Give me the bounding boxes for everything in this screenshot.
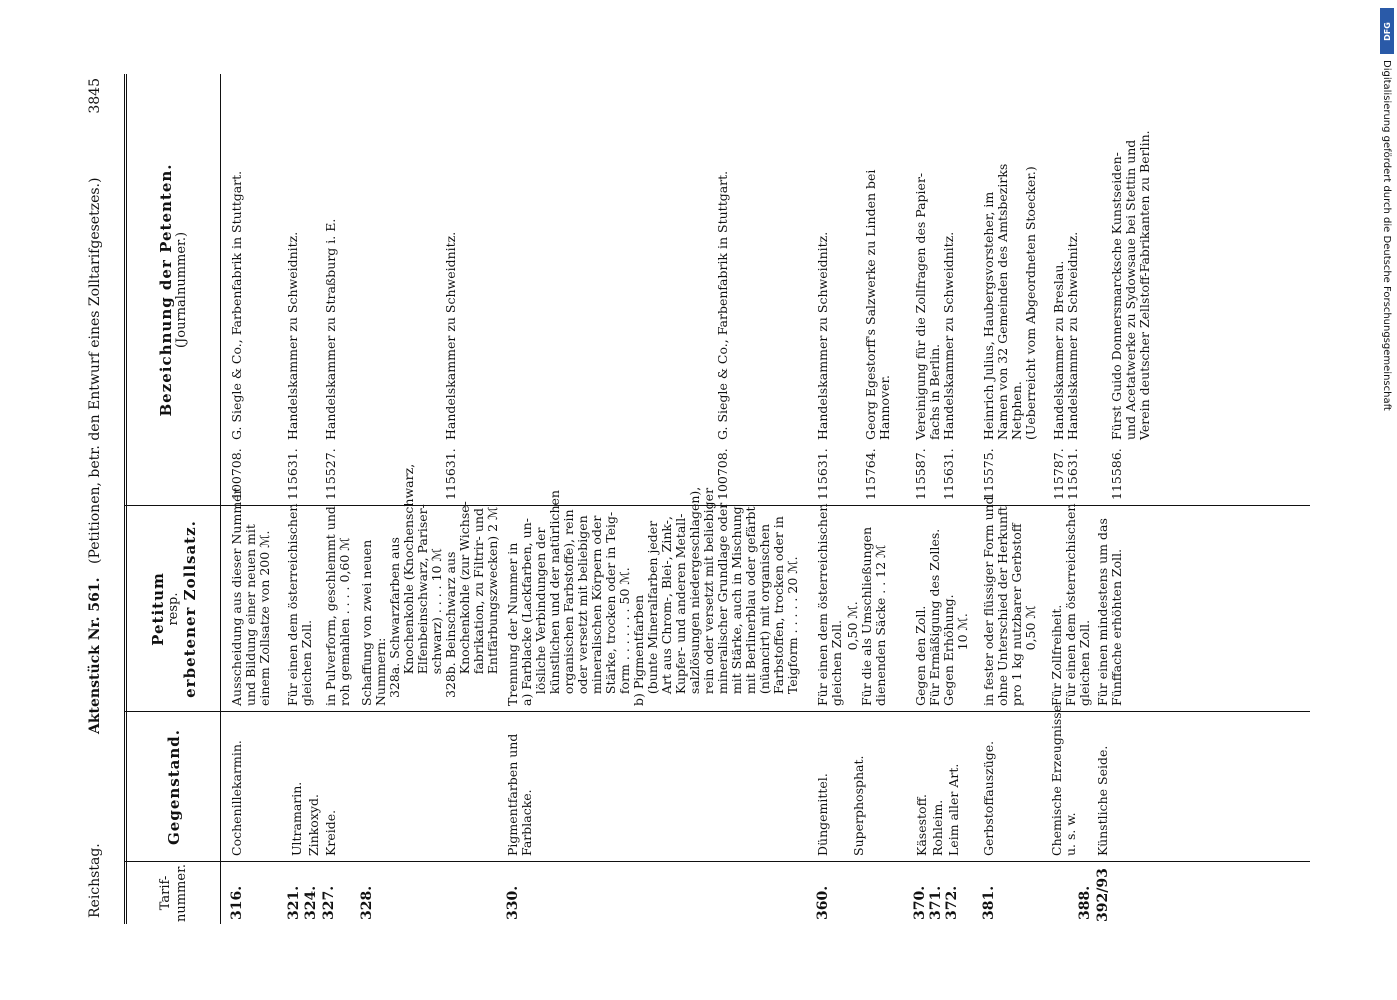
item-name: Chemische Erzeugnisse u. s. w. xyxy=(1049,704,1078,856)
journal-number: 115631. xyxy=(443,448,458,500)
journal-number: 115631. xyxy=(285,448,300,500)
item-name: Künstliche Seide. xyxy=(1095,745,1110,856)
column-header-tarif xyxy=(130,862,218,924)
tarif-number: 316. xyxy=(229,885,245,920)
journal-number: 115764. xyxy=(863,448,878,500)
table-top-rule xyxy=(124,74,127,924)
journal-number: 115527. xyxy=(323,448,338,500)
item-name: Käsestoff. Rohleim. Leim aller Art. xyxy=(914,763,961,856)
tarif-number: 360. xyxy=(815,885,831,920)
petition-text: Für einen mindestens um das Fünffache erhöhten Zoll. xyxy=(1095,518,1124,706)
item-name: Superphosphat. xyxy=(851,755,866,856)
petitioner: Handelskammer zu Straßburg i. E. xyxy=(323,218,338,440)
petitioner: Vereinigung für die Zollfragen des Papier- fachs in Berlin. Handelskammer zu Schweidnitz. xyxy=(913,172,956,440)
column-header-petitum-resp: resp. xyxy=(166,592,181,626)
header-document-number: Aktenstück Nr. 561. xyxy=(87,577,103,734)
item-name: Pigmentfarben und Farblacke. xyxy=(505,733,534,856)
digitization-note: Digitalisierung gefördert durch die Deutsche Forschungsgemeinschaft xyxy=(1381,60,1392,411)
petitioner: Handelskammer zu Schweidnitz. xyxy=(285,231,300,440)
petitioner: Fürst Guido Donnersmarcksche Kunstseiden- und Acetatwerke zu Sydowsaue bei Stettin und Verein deutscher Zellstoff-Fabrikanten zu Berlin. xyxy=(1109,130,1152,440)
column-divider xyxy=(124,711,1310,712)
petition-text: 0,50 ℳ. Für die als Umschließungen dienenden Säcke . . 12 ℳ xyxy=(845,526,888,706)
petition-text: Für Zollfreiheit. Für einen dem österreichischen gleichen Zoll. xyxy=(1049,503,1092,706)
page-header xyxy=(80,74,110,924)
table-header-rule xyxy=(220,74,221,924)
rotated-page xyxy=(80,74,1310,924)
petitioner: Handelskammer zu Breslau. Handelskammer zu Schweidnitz. xyxy=(1051,231,1080,440)
item-name: Kreide. xyxy=(323,809,338,856)
petition-text: Schaffung von zwei neuen Nummern: 328a. Schwarzfarben aus Knochenkohle (Knochenschwarz, Elfenbeinschwarz, Pariser- schwarz) . . . . 10 ℳ 328b. Beinschwarz aus Knochenkohle (zur Wichse- fabrikation, zu Filtrir- und Entfärbungszwecken) 2 ℳ xyxy=(359,463,500,706)
petitioner: G. Siegle & Co., Farbenfabrik in Stuttgart. xyxy=(715,170,730,440)
petition-text: Für einen dem österreichischen gleichen Zoll. xyxy=(815,503,844,706)
item-name: Cochenillekarmin. xyxy=(229,740,244,856)
journal-number: 115631. xyxy=(815,448,830,500)
column-header-petenten-subtitle: (Journalnummer.) xyxy=(174,231,189,349)
petition-text: in fester oder flüssiger Form und ohne Unterschied der Herkunft pro 1 kg nutzbarer Gerbstoff 0,50 ℳ xyxy=(981,496,1038,706)
petitioner: Georg Egestorff's Salzwerke zu Linden bei Hannover. xyxy=(863,169,892,440)
tarif-number: 370. 371. 372. xyxy=(912,885,960,920)
tarif-number: 330. xyxy=(505,885,521,920)
tarif-number: 381. xyxy=(981,885,997,920)
dfg-logo xyxy=(1380,8,1394,54)
petition-text: in Pulverform, geschlemmt und roh gemahlen . . . . 0,60 ℳ xyxy=(323,506,352,706)
petitioner: Handelskammer zu Schweidnitz. xyxy=(815,231,830,440)
item-name: Gerbstoffauszüge. xyxy=(981,740,996,856)
tarif-number: 328. xyxy=(359,885,375,920)
dfg-logo-text: DFG xyxy=(1382,21,1392,41)
column-divider xyxy=(124,861,1310,862)
item-name: Düngemittel. xyxy=(815,773,830,856)
petition-text: Für einen dem österreichischen gleichen Zoll. xyxy=(285,503,314,706)
column-header-gegenstand xyxy=(130,712,218,862)
column-header-petitum-title: Petitum xyxy=(149,572,167,646)
tarif-number: 388. xyxy=(1077,885,1093,920)
page-number: 3845 xyxy=(87,78,103,114)
header-title: (Petitionen, betr. den Entwurf eines Zolltarifgesetzes.) xyxy=(87,177,103,564)
journal-number: 115787. 115631. xyxy=(1051,448,1080,500)
item-name: Ultramarin. Zinkoxyd. xyxy=(289,781,321,856)
column-header-petenten xyxy=(130,74,218,506)
petition-text: Gegen den Zoll. Für Ermäßigung des Zolles. Gegen Erhöhung. 10 ℳ. xyxy=(913,528,970,706)
petitioner: Heinrich Julius, Haubergsvorsteher, im Namen von 32 Gemeinden des Amtsbezirks Netphen. (Ueberreicht vom Abgeordneten Stoecker.) xyxy=(981,163,1038,440)
petitioner: Handelskammer zu Schweidnitz. xyxy=(443,231,458,440)
journal-number: 100708. xyxy=(715,448,730,500)
tarif-number: 327. xyxy=(321,885,337,920)
column-header-tarif-line2: nummer. xyxy=(174,864,189,923)
petition-text: Ausscheidung aus dieser Nummer und Bildung einer neuen mit einem Zollsatze von 200 ℳ. xyxy=(229,488,272,706)
journal-number: 115575. xyxy=(981,448,996,500)
journal-number: 115586. xyxy=(1109,448,1124,500)
tarif-number: 392/93 xyxy=(1095,868,1111,922)
column-header-petitum xyxy=(130,506,218,712)
journal-number: 115587. 115631. xyxy=(913,448,956,500)
petitioner: G. Siegle & Co., Farbenfabrik in Stuttgart. xyxy=(229,170,244,440)
header-left: Reichstag. xyxy=(87,843,103,918)
journal-number: 100708. xyxy=(229,448,244,500)
column-header-gegenstand-label: Gegenstand. xyxy=(165,729,183,845)
column-header-petitum-subtitle: erbetener Zollsatz. xyxy=(181,520,199,698)
tarif-number: 321. 324. xyxy=(286,885,319,920)
column-header-petenten-title: Bezeichnung der Petenten. xyxy=(157,163,175,417)
column-header-tarif-line1: Tarif- xyxy=(158,875,173,911)
petition-text: Trennung der Nummer in a) Farblacke (Lackfarben, un- lösliche Verbindungen der künstlichen und der natürlichen organischen Farbstoffe), rein oder versetzt mit beliebigen mineralischen Körpern oder Stärke, trocken oder in Teig- form . . . . . . . 50 ℳ. b) Pigmentfarben (bunte Mineralfarben jeder Art aus Chrom-, Blei-, Zink-, Kupfer- und anderen Metall- salzlösungen niedergeschlagen), rein oder versetzt mit beliebiger mineralischer Grundlage oder mit Stärke, auch in Mischung mit Berlinerblau oder gefärbt (nüancirt) mit organischen Farbstoffen, trocken oder in Teigform . . . . . 20 ℳ. xyxy=(505,486,800,706)
